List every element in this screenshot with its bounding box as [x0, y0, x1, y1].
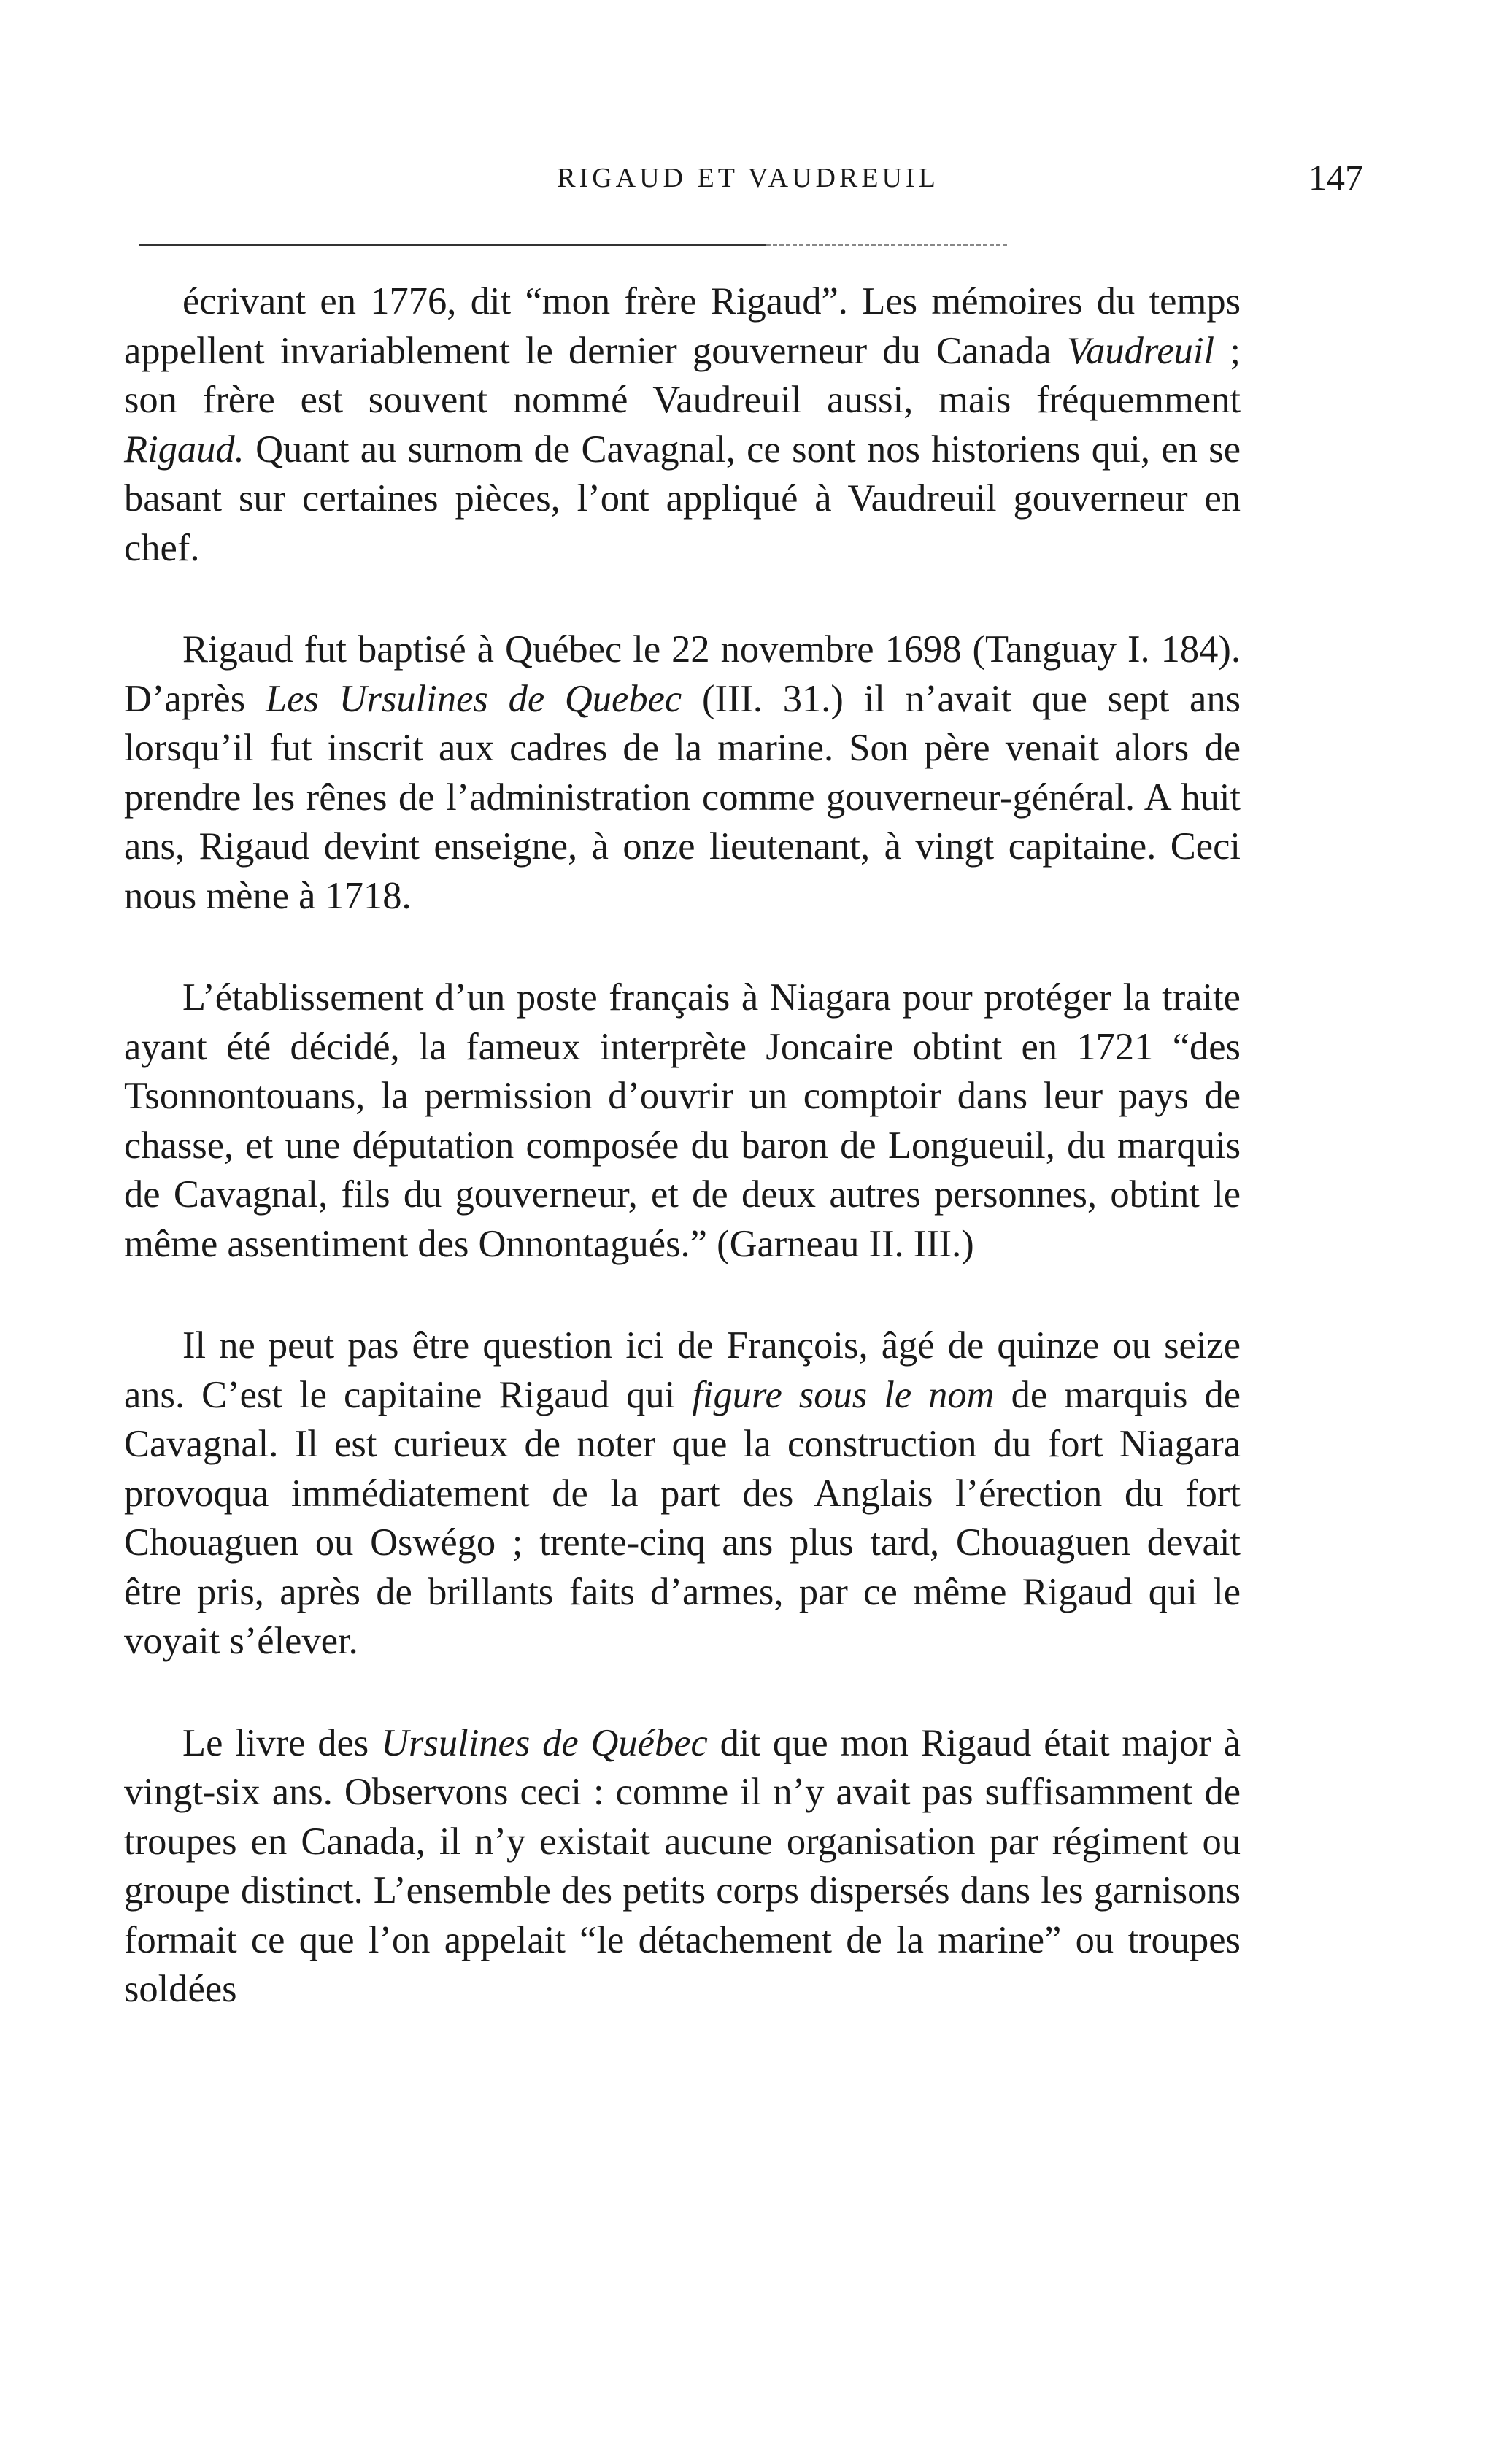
italic-text: Vaudreuil [1066, 329, 1215, 372]
text-run: Il ne peut pas être question ici de François, âgé de quinze ou seize ans. C’est le capitaine Rigaud qui [124, 1324, 1241, 1416]
page-number: 147 [1308, 157, 1363, 198]
text-run: Le livre des [182, 1721, 382, 1764]
paragraph-1 [124, 277, 1241, 573]
header-rule [139, 244, 766, 246]
text-run: (III. 31.) il n’avait que sept ans lorsqu’il fut inscrit aux cadres de la marine. Son père venait alors de prendre les rênes de l’administration comme gouverneur-général. A huit ans, Rigaud devint enseigne, à onze lieutenant, à vingt capitaine. Ceci nous mène à 1718. [124, 677, 1241, 917]
text-run: Quant au surnom de Cavagnal, ce sont nos historiens qui, en se basant sur certaines pièces, l’ont appliqué à Vaudreuil gouverneur en chef. [124, 428, 1241, 569]
italic-text: Rigaud. [124, 428, 244, 471]
running-head: RIGAUD ET VAUDREUIL [557, 163, 939, 193]
italic-text: Les Ursulines de Quebec [265, 677, 682, 720]
page-body [124, 277, 1241, 2067]
text-run: dit que mon Rigaud était major à vingt-six ans. Observons ceci : comme il n’y avait pas suffisamment de troupes en Canada, il n’y existait aucune organisation par régiment ou groupe distinct. L’ensemble des petits corps dispersés dans les garnisons formait ce que l’on appelait “le détachement de la marine” ou troupes soldées [124, 1721, 1241, 2010]
paragraph-4 [124, 1321, 1241, 1667]
paragraph-3 [124, 973, 1241, 1269]
text-run: ; son frère est souvent nommé Vaudreuil aussi, mais fréquemment [124, 329, 1241, 421]
text-run: écrivant en 1776, dit “mon frère Rigaud”. Les mémoires du temps appellent invariablement le dernier gouverneur du Canada [124, 280, 1241, 372]
paragraph-2 [124, 625, 1241, 921]
italic-text: figure sous le nom [692, 1373, 995, 1416]
italic-text: Ursulines de Québec [381, 1721, 708, 1764]
header-rule-dashed [766, 244, 1007, 246]
text-run: de marquis de Cavagnal. Il est curieux de noter que la construction du fort Niagara provoqua immédiatement de la part des Anglais l’érection du fort Chouaguen ou Oswégo ; trente-cinq ans plus tard, Chouaguen devait être pris, après de brillants faits d’armes, par ce même Rigaud qui le voyait s’élever. [124, 1373, 1241, 1662]
text-run: Rigaud fut baptisé à Québec le 22 novembre 1698 (Tanguay I. 184). D’après [124, 628, 1241, 720]
text-run: L’établissement d’un poste français à Niagara pour protéger la traite ayant été décidé, la fameux interprète Joncaire obtint en 1721 “des Tsonnontouans, la permission d’ouvrir un comptoir dans leur pays de chasse, et une députation composée du baron de Longueuil, du marquis de Cavagnal, fils du gouverneur, et de deux autres personnes, obtint le même assentiment des Onnontagués.” (Garneau II. III.) [124, 976, 1241, 1265]
page-header [124, 157, 1372, 213]
paragraph-5 [124, 1719, 1241, 2015]
